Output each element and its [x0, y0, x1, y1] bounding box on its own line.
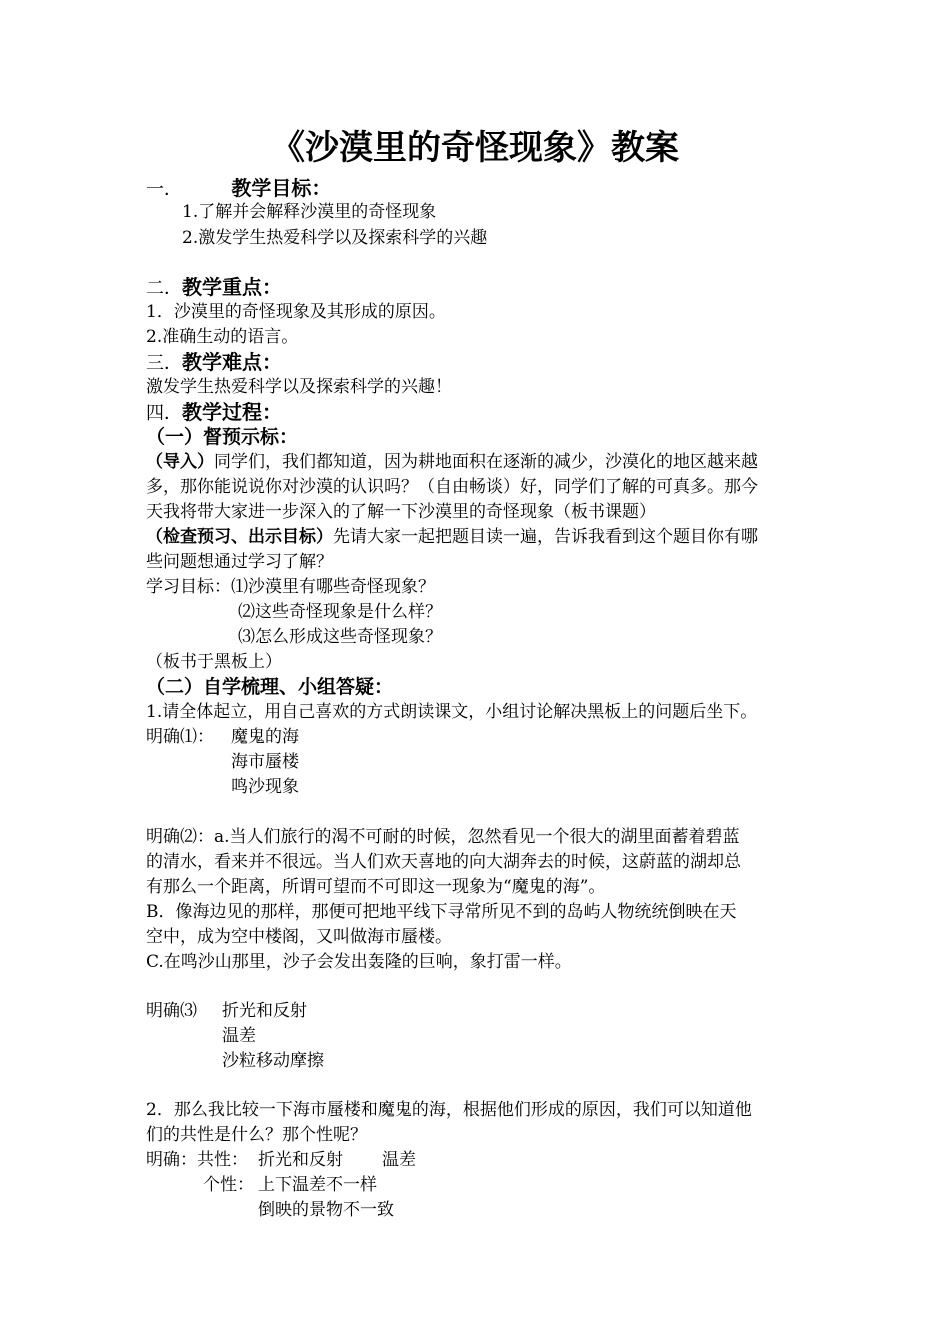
document-title: 《沙漠里的奇怪现象》教案: [271, 128, 679, 168]
answer-1-item: 鸣沙现象: [231, 777, 299, 797]
intro-paragraph-line: （导入）同学们，我们都知道，因为耕地面积在逐渐的减少，沙漠化的地区越来越: [146, 452, 758, 472]
individual-trait: 倒映的景物不一致: [258, 1200, 394, 1220]
key-point-item: 1．沙漠里的奇怪现象及其形成的原因。: [146, 302, 446, 322]
section-2-title: 教学重点：: [182, 275, 282, 299]
difficulty-text: 激发学生热爱科学以及探索科学的兴趣！: [146, 377, 452, 397]
learning-goal-line: ⑵这些奇怪现象是什么样？: [238, 602, 442, 622]
section-4-title: 教学过程：: [182, 400, 282, 424]
learning-goals-label: 学习目标：: [146, 577, 231, 597]
answer-2-line: 有那么一个距离，所谓可望而不可即这一现象为“魔鬼的海”。: [146, 877, 606, 897]
answer-1-item: 海市蜃楼: [231, 752, 299, 772]
answer-3-item: 温差: [222, 1026, 256, 1046]
learning-goal-line: 学习目标：⑴沙漠里有哪些奇怪现象？: [146, 577, 435, 597]
answer-1-item: 魔鬼的海: [231, 727, 299, 747]
answer-1-label: 明确⑴：: [146, 727, 214, 747]
answer-2-line: 明确⑵：a.当人们旅行的渴不可耐的时候，忽然看见一个很大的湖里面蓄着碧蓝: [146, 827, 740, 847]
answer-3-label: 明确⑶: [146, 1001, 197, 1021]
section-1-title: 教学目标：: [231, 176, 332, 200]
board-note: （板书于黑板上）: [146, 652, 282, 672]
individual-trait-label: 个性：: [203, 1175, 254, 1195]
question-1: 1.请全体起立，用自己喜欢的方式朗读课文，小组讨论解决黑板上的问题后坐下。: [146, 702, 758, 722]
intro-paragraph-line: 天我将带大家进一步深入的了解一下沙漠里的奇怪现象（板书课题）: [146, 502, 656, 522]
section-2-heading: 二．教学重点：: [146, 275, 282, 299]
answer-2-line: C.在鸣沙山那里，沙子会发出轰隆的巨响，象打雷一样。: [146, 952, 572, 972]
check-paragraph-line: （检查预习、出示目标）先请大家一起把题目读一遍，告诉我看到这个题目你有哪: [146, 527, 758, 547]
goal-item: 1.了解并会解释沙漠里的奇怪现象: [182, 202, 437, 222]
intro-tag: （导入）: [146, 452, 214, 472]
section-4-heading: 四．教学过程：: [146, 400, 282, 424]
check-paragraph-line: 些问题想通过学习了解？: [146, 552, 333, 572]
part-2-heading: （二）自学梳理、小组答疑：: [146, 676, 394, 698]
section-3-heading: 三．教学难点：: [146, 350, 282, 374]
answer-3-item: 折光和反射: [222, 1001, 307, 1021]
part-1-heading: （一）督预示标：: [146, 426, 299, 448]
answer-2-line: 的清水，看来并不很远。当人们欢天喜地的向大湖奔去的时候，这蔚蓝的湖却总: [146, 852, 741, 872]
section-1-heading: 一． 教学目标：: [146, 176, 332, 200]
section-3-title: 教学难点：: [182, 350, 282, 374]
question-2-line: 2．那么我比较一下海市蜃楼和魔鬼的海，根据他们形成的原因，我们可以知道他: [146, 1100, 752, 1120]
answer-3-item: 沙粒移动摩擦: [222, 1051, 324, 1071]
common-trait: 温差: [382, 1150, 416, 1170]
answer-4-label: 明确：共性：: [146, 1150, 248, 1170]
key-point-item: 2.准确生动的语言。: [146, 327, 299, 347]
common-trait: 折光和反射: [258, 1150, 343, 1170]
goal-item: 2.激发学生热爱科学以及探索科学的兴趣: [182, 228, 488, 248]
intro-paragraph-line: 多，那你能说说你对沙漠的认识吗？（自由畅谈）好，同学们了解的可真多。那今: [146, 477, 758, 497]
question-2-line: 们的共性是什么？那个性呢？: [146, 1125, 367, 1145]
answer-2-line: 空中，成为空中楼阁，又叫做海市蜃楼。: [146, 927, 452, 947]
check-tag: （检查预习、出示目标）: [146, 527, 333, 547]
answer-2-line: B．像海边见的那样，那便可把地平线下寻常所见不到的岛屿人物统统倒映在天: [146, 902, 737, 922]
individual-trait: 上下温差不一样: [258, 1175, 377, 1195]
learning-goal-line: ⑶怎么形成这些奇怪现象？: [238, 627, 442, 647]
